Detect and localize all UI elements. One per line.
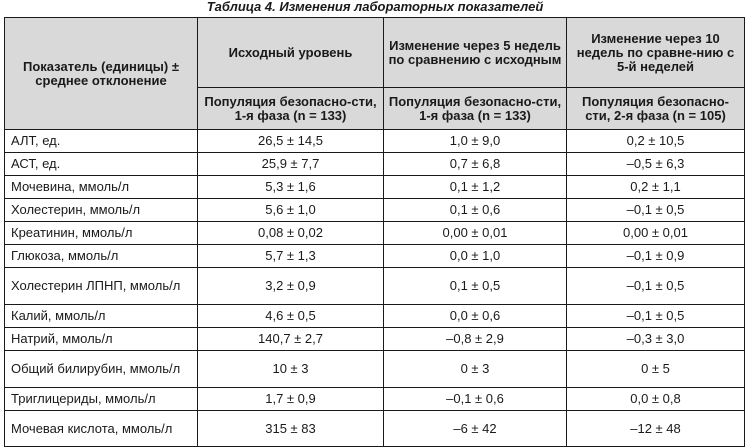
table-row — [5, 153, 745, 176]
row-label: АЛТ, ед. — [5, 130, 198, 153]
change-week-10-value: –0,1 ± 0,5 — [567, 305, 745, 328]
row-label: Мочевая кислота, ммоль/л — [5, 411, 198, 447]
table-row — [5, 351, 745, 388]
header-population-week-10: Популяция безопасно-сти, 2-я фаза (n = 105) — [567, 88, 745, 130]
change-week-5-value: –0,8 ± 2,9 — [384, 328, 567, 351]
row-label: Холестерин, ммоль/л — [5, 199, 198, 222]
header-population-baseline: Популяция безопасно-сти, 1-я фаза (n = 133) — [198, 88, 384, 130]
baseline-value: 315 ± 83 — [198, 411, 384, 447]
row-label: Глюкоза, ммоль/л — [5, 245, 198, 268]
baseline-value: 5,6 ± 1,0 — [198, 199, 384, 222]
baseline-value: 10 ± 3 — [198, 351, 384, 388]
change-week-5-value: 0,0 ± 0,6 — [384, 305, 567, 328]
change-week-5-value: –0,1 ± 0,6 — [384, 388, 567, 411]
change-week-5-value: –6 ± 42 — [384, 411, 567, 447]
table-row — [5, 305, 745, 328]
header-change-week-10: Изменение через 10 недель по сравне-нию с 5-й неделей — [567, 18, 745, 88]
change-week-10-value: 0,2 ± 1,1 — [567, 176, 745, 199]
table-row — [5, 268, 745, 305]
change-week-10-value: 0 ± 5 — [567, 351, 745, 388]
baseline-value: 0,08 ± 0,02 — [198, 222, 384, 245]
table-row — [5, 176, 745, 199]
row-label: Холестерин ЛПНП, ммоль/л — [5, 268, 198, 305]
table-row — [5, 328, 745, 351]
baseline-value: 26,5 ± 14,5 — [198, 130, 384, 153]
change-week-10-value: 0,00 ± 0,01 — [567, 222, 745, 245]
row-label: Триглицериды, ммоль/л — [5, 388, 198, 411]
row-label: Креатинин, ммоль/л — [5, 222, 198, 245]
table-row — [5, 222, 745, 245]
table-row — [5, 245, 745, 268]
row-label: АСТ, ед. — [5, 153, 198, 176]
change-week-10-value: –0,1 ± 0,5 — [567, 268, 745, 305]
baseline-value: 5,7 ± 1,3 — [198, 245, 384, 268]
change-week-10-value: –0,5 ± 6,3 — [567, 153, 745, 176]
baseline-value: 25,9 ± 7,7 — [198, 153, 384, 176]
table-row — [5, 388, 745, 411]
change-week-5-value: 0,1 ± 0,6 — [384, 199, 567, 222]
header-baseline: Исходный уровень — [198, 18, 384, 88]
change-week-10-value: –12 ± 48 — [567, 411, 745, 447]
change-week-10-value: –0,1 ± 0,9 — [567, 245, 745, 268]
change-week-10-value: –0,1 ± 0,5 — [567, 199, 745, 222]
header-parameter: Показатель (единицы) ± среднее отклонение — [5, 18, 198, 130]
baseline-value: 5,3 ± 1,6 — [198, 176, 384, 199]
baseline-value: 3,2 ± 0,9 — [198, 268, 384, 305]
change-week-10-value: –0,3 ± 3,0 — [567, 328, 745, 351]
baseline-value: 140,7 ± 2,7 — [198, 328, 384, 351]
baseline-value: 4,6 ± 0,5 — [198, 305, 384, 328]
change-week-10-value: 0,2 ± 10,5 — [567, 130, 745, 153]
table-row — [5, 411, 745, 447]
change-week-5-value: 0 ± 3 — [384, 351, 567, 388]
change-week-10-value: 0,0 ± 0,8 — [567, 388, 745, 411]
change-week-5-value: 0,0 ± 1,0 — [384, 245, 567, 268]
header-population-week-5: Популяция безопасно-сти, 1-я фаза (n = 133) — [384, 88, 567, 130]
row-label: Натрий, ммоль/л — [5, 328, 198, 351]
table-caption: Таблица 4. Изменения лабораторных показателей — [206, 0, 544, 14]
row-label: Калий, ммоль/л — [5, 305, 198, 328]
header-change-week-5: Изменение через 5 недель по сравнению с исходным — [384, 18, 567, 88]
change-week-5-value: 0,1 ± 0,5 — [384, 268, 567, 305]
table-row — [5, 130, 745, 153]
lab-results-table — [4, 17, 745, 447]
table-row — [5, 199, 745, 222]
change-week-5-value: 0,00 ± 0,01 — [384, 222, 567, 245]
row-label: Общий билирубин, ммоль/л — [5, 351, 198, 388]
change-week-5-value: 1,0 ± 9,0 — [384, 130, 567, 153]
row-label: Мочевина, ммоль/л — [5, 176, 198, 199]
change-week-5-value: 0,7 ± 6,8 — [384, 153, 567, 176]
change-week-5-value: 0,1 ± 1,2 — [384, 176, 567, 199]
baseline-value: 1,7 ± 0,9 — [198, 388, 384, 411]
